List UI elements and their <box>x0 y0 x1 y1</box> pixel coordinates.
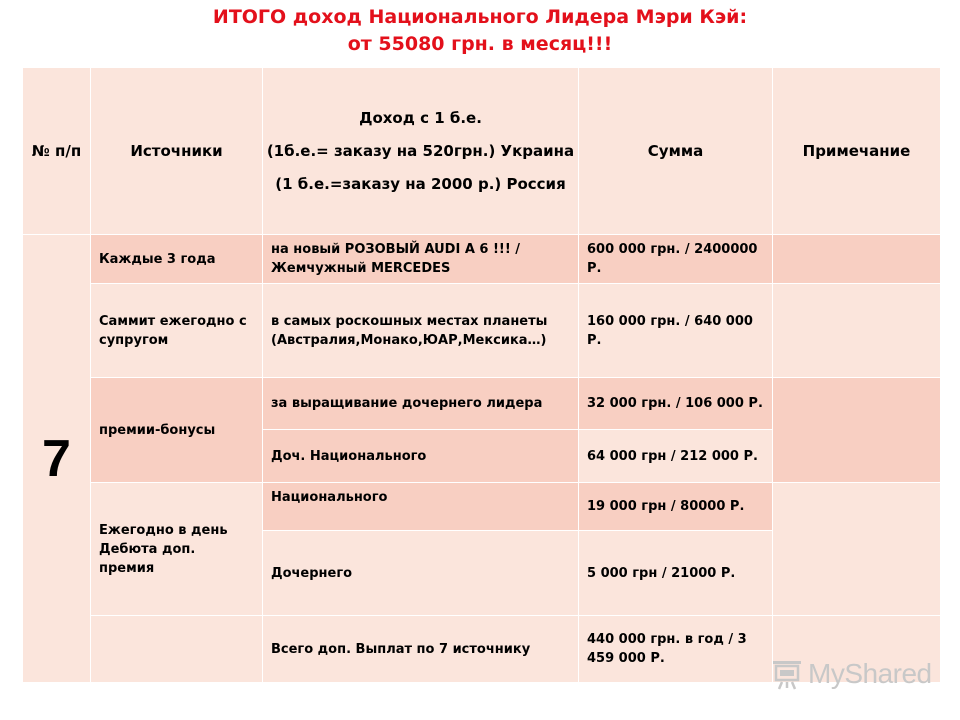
row-source: премии-бонусы <box>91 378 263 483</box>
table-row <box>23 378 941 430</box>
row-note <box>773 378 941 483</box>
header-income-line-2: (1б.е.= заказу на 520грн.) Украина <box>266 141 575 160</box>
group-number: 7 <box>23 235 91 683</box>
row-sum: 32 000 грн. / 106 000 Р. <box>579 378 773 430</box>
row-sum: 160 000 грн. / 640 000 Р. <box>579 284 773 378</box>
watermark <box>768 656 938 692</box>
header-income <box>263 68 579 235</box>
header-note: Примечание <box>773 68 941 235</box>
row-source: Ежегодно в день Дебюта доп. премия <box>91 483 263 616</box>
header-source: Источники <box>91 68 263 235</box>
row-sum: 440 000 грн. в год / 3 459 000 Р. <box>579 616 773 683</box>
title-line-1: ИТОГО доход Национального Лидера Мэри Кэй: <box>212 6 748 28</box>
row-income: Всего доп. Выплат по 7 источнику <box>263 616 579 683</box>
row-sum: 19 000 грн / 80000 Р. <box>579 483 773 531</box>
row-note <box>773 284 941 378</box>
row-income: за выращивание дочернего лидера <box>263 378 579 430</box>
title-line-2: от 55080 грн. в месяц!!! <box>347 33 613 55</box>
table-header-row <box>23 68 941 235</box>
header-income-line-1: Доход с 1 б.е. <box>359 108 482 127</box>
row-income: Национального <box>263 483 579 531</box>
row-note <box>773 483 941 616</box>
row-source <box>91 616 263 683</box>
header-num: № п/п <box>23 68 91 235</box>
row-sum: 64 000 грн / 212 000 Р. <box>579 430 773 483</box>
projector-screen-icon <box>770 657 804 691</box>
table-row <box>23 483 941 531</box>
row-income: Доч. Национального <box>263 430 579 483</box>
row-sum: 5 000 грн / 21000 Р. <box>579 531 773 616</box>
row-income: в самых роскошных местах планеты (Австралия,Монако,ЮАР,Мексика…) <box>263 284 579 378</box>
row-source: Саммит ежегодно с супругом <box>91 284 263 378</box>
income-table <box>22 67 941 683</box>
header-income-line-3: (1 б.е.=заказу на 2000 р.) Россия <box>275 174 566 193</box>
table-row <box>23 284 941 378</box>
row-income: Дочернего <box>263 531 579 616</box>
table-row <box>23 235 941 284</box>
page-title <box>0 4 960 58</box>
watermark-text: MyShared <box>808 658 932 689</box>
row-sum: 600 000 грн. / 2400000 Р. <box>579 235 773 284</box>
row-source: Каждые 3 года <box>91 235 263 284</box>
header-sum: Сумма <box>579 68 773 235</box>
row-income: на новый РОЗОВЫЙ AUDI A 6 !!! / Жемчужный MERCEDES <box>263 235 579 284</box>
row-note <box>773 235 941 284</box>
